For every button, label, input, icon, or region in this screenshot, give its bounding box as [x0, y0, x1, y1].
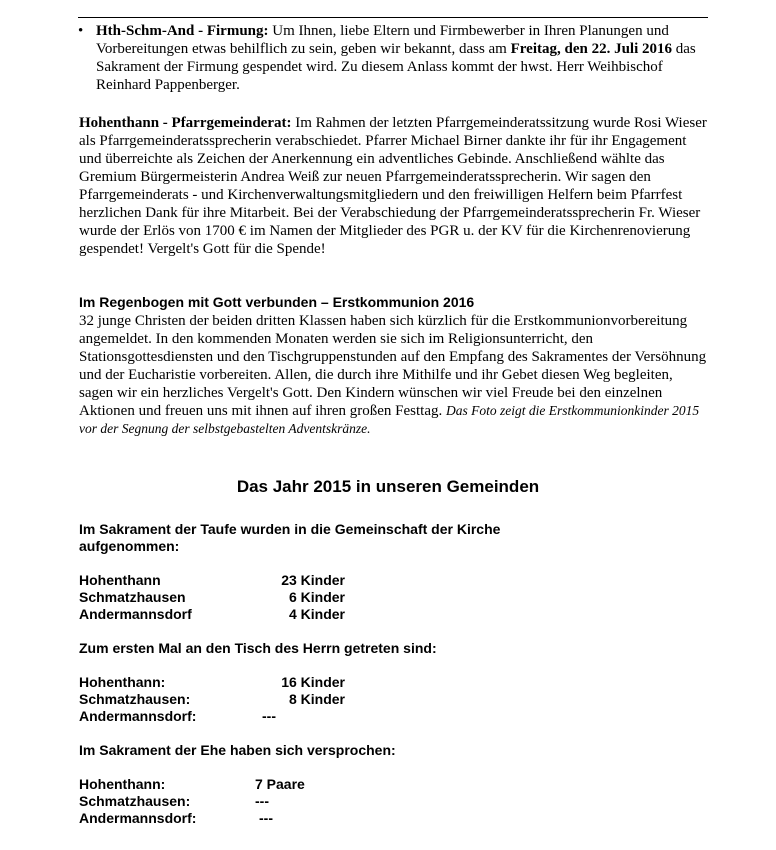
- count-value: 4 Kinder: [288, 606, 345, 622]
- table-row: [79, 572, 345, 589]
- count-value: ---: [259, 810, 273, 826]
- ehe-heading: Im Sakrament der Ehe haben sich versprochen:: [79, 742, 396, 758]
- firmung-paragraph: [96, 22, 708, 94]
- pfarrgemeinderat-paragraph: [79, 114, 707, 258]
- table-row: [79, 708, 352, 725]
- top-rule: [78, 17, 708, 18]
- firmung-heading: Hth-Schm-And - Firmung:: [96, 23, 269, 39]
- table-row: [79, 810, 349, 827]
- place-name: Hohenthann:: [79, 674, 166, 690]
- count-value: ---: [255, 793, 269, 809]
- table-row: [79, 691, 345, 708]
- count-value: 16 Kinder: [281, 674, 345, 690]
- table-row: [79, 674, 345, 691]
- firmung-text-1: Um Ihnen, liebe Eltern und Firmbewerber in Ihren Planungen und Vorbereitungen etwas behilflich zu sein, geben wir bekannt, dass am: [96, 23, 669, 57]
- table-row: [79, 589, 345, 606]
- erstkommunion-heading: Im Regenbogen mit Gott verbunden – Erstkommunion 2016: [79, 294, 475, 310]
- section-title: Das Jahr 2015 in unseren Gemeinden: [236, 477, 540, 496]
- table-row: [79, 793, 345, 810]
- place-name: Andermannsdorf:: [79, 708, 197, 724]
- place-name: Schmatzhausen:: [79, 691, 191, 707]
- firmung-text-2: das Sakrament der Firmung gespendet wird. Zu diesem Anlass kommt der hwst. Herr Weihbischof Reinhard Pappenberger.: [96, 41, 696, 93]
- count-value: 23 Kinder: [281, 572, 345, 588]
- erstkommunion-paragraph: [79, 312, 707, 438]
- taufe-heading: Im Sakrament der Taufe wurden in die Gemeinschaft der Kirche aufgenommen:: [79, 521, 501, 554]
- place-name: Hohenthann:: [79, 776, 166, 792]
- count-value: 8 Kinder: [288, 691, 345, 707]
- bullet-symbol: •: [78, 23, 84, 39]
- table-row: [79, 776, 345, 793]
- firmung-date: Freitag, den 22. Juli 2016: [510, 41, 672, 57]
- place-name: Schmatzhausen: [79, 589, 186, 605]
- pfarrgemeinderat-heading: Hohenthann - Pfarrgemeinderat:: [79, 115, 292, 131]
- count-value: 7 Paare: [255, 776, 305, 792]
- table-row: [79, 606, 345, 623]
- place-name: Andermannsdorf: [79, 606, 192, 622]
- erstkommunion-text: 32 junge Christen der beiden dritten Klassen haben sich kürzlich für die Erstkommunionvorbereitung angemeldet. In den kommenden Monaten werden sie sich im Religionsunterricht, den Stationsgottesdiensten und den Tischgruppenstunden auf den Empfang des Sakramentes der Versöhnung und der Eucharistie vorbereiten. Allen, die durch ihre Mithilfe und ihr Gebet diesen Weg begleiten, sagen wir ein herzliches Vergelt's Gott. Den Kindern wünschen wir viel Freude bei den einzelnen Aktionen und freuen uns mit ihnen auf ihren großen Festtag.: [79, 313, 707, 419]
- place-name: Hohenthann: [79, 572, 161, 588]
- kommunion-heading: Zum ersten Mal an den Tisch des Herrn getreten sind:: [79, 640, 437, 656]
- count-value: ---: [262, 708, 276, 724]
- place-name: Schmatzhausen:: [79, 793, 191, 809]
- count-value: 6 Kinder: [288, 589, 345, 605]
- photo-caption: Das Foto zeigt die Erstkommunionkinder 2015 vor der Segnung der selbstgebastelten Adventskränze.: [79, 403, 700, 436]
- pfarrgemeinderat-text: Im Rahmen der letzten Pfarrgemeinderatssitzung wurde Rosi Wieser als Pfarrgemeinderatssprecherin verabschiedet. Pfarrer Michael Birner dankte ihr für ihr Engagement und überreichte als Zeichen der Anerkennung ein adventliches Gebinde. Anschließend wählte das Gremium Bürgermeisterin Andrea Weiß zur neuen Pfarrgemeinderatssprecherin. Wir sagen den Pfarrgemeinderats - und Kirchenverwaltungsmitgliedern und den freiwilligen Helfern beim Pfarrfest herzlichen Dank für ihre Mitarbeit. Bei der Verabschiedung der Pfarrgemeinderatssprecherin Fr. Wieser wurde der Erlös von 1700 € im Namen der Mitglieder des PGR u. der KV für die Kirchenrenovierung gespendet! Vergelt's Gott für die Spende!: [79, 115, 707, 257]
- place-name: Andermannsdorf:: [79, 810, 197, 826]
